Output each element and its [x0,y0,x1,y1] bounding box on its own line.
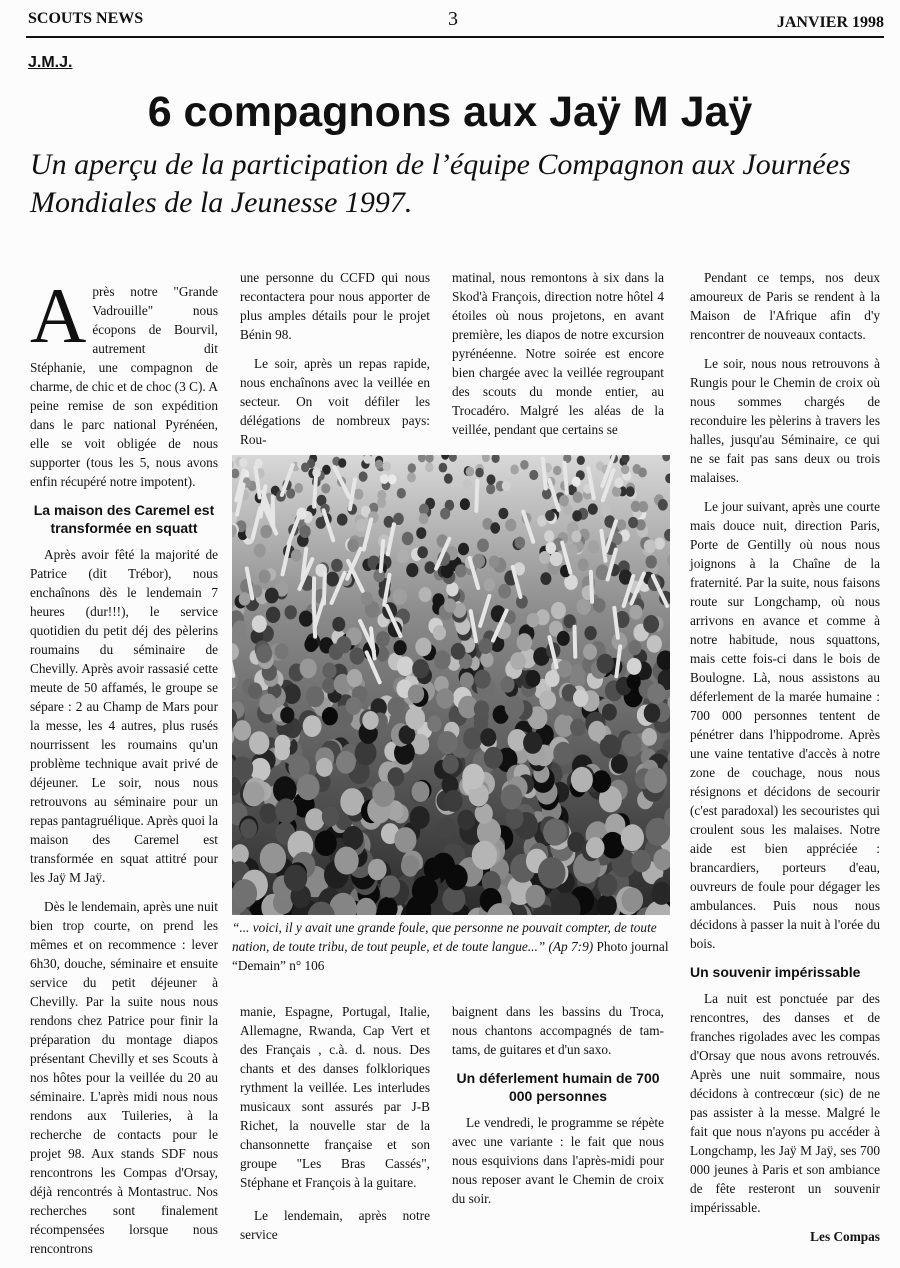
crowd-head [621,465,629,475]
raised-arm [591,572,592,602]
crowd-head [240,819,257,838]
crowd-head [644,767,667,793]
crowd-head [355,740,377,765]
crowd-head [486,484,495,495]
crowd-head [405,707,425,730]
crowd-head [510,465,519,475]
crowd-head [397,549,409,563]
crowd-head [559,495,569,507]
crowd-head [346,697,362,715]
crowd-head [601,832,624,859]
crowd-head [597,654,614,674]
crowd-head [297,774,320,800]
paragraph: Le soir, nous nous retrouvons à Rungis pour le Chemin de croix où nous sommes chargés de reconduire les pèlerins à travers les halles, jusqu'au Séminaire, ce qui ne se fait pas sans deux ou trois malaises. [690,354,880,487]
crowd-head [586,837,605,858]
crowd-head [455,564,467,577]
crowd-head [259,570,271,584]
crowd-head [380,474,389,484]
crowd-head [322,707,338,725]
crowd-head [444,790,463,812]
drop-cap: A [30,282,92,346]
crowd-head [442,886,465,912]
crowd-head [427,715,441,732]
paragraph: Pendant ce temps, nos deux amoureux de Paris se rendent à la Maison de l'Afrique afin d'y rencontrer de nouveaux contacts. [690,268,880,344]
raised-arm [314,607,315,637]
crowd-head [644,539,656,553]
intro-paragraph [30,282,218,491]
photo-caption [232,918,670,975]
crowd-head [500,676,514,692]
crowd-head [361,592,373,606]
column-2-bottom [240,1002,430,1254]
crowd-head [252,615,267,632]
crowd-head [480,652,493,667]
crowd-head [658,499,668,511]
signature: Les Compas [690,1227,880,1246]
crowd-head [337,514,348,526]
crowd-head [356,519,367,532]
crowd-head [523,732,542,754]
paragraph: Après avoir fêté la majorité de Patrice (dit Trébor), nous enchaînons dès le lendemain 7 heures (dur!!!), le service quotidien du petit déj des pèlerins roumains du séminaire de Chevilly. Après avoir rassasié cette meute de 50 affamés, le groupe se sépare : 2 au Champ de Mars pour la messe, les 4 autres, plus rusés nourrissent les roumains qu'un problème technique avait privé de déjeuner. Le soir, nous nous retrouvons au séminaire pour un repas pantagruélique. Après quoi la maison des Caremel est transformée en squat attitré pour les Jaÿ M Jaÿ. [30,545,218,887]
crowd-head [248,683,262,699]
raised-arm [575,627,576,657]
paragraph: Le jour suivant, après une courte mais douce nuit, direction Paris, Porte de Gentilly où nous nous joignons à la Chaîne de la fraternité. Par la suite, nous faisons route sur Longchamp, où nous arrivons en avance et comme à notre habitude, nous squattons, mais cette fois-ci dans le bois de Boulogne. Là, nous assistons au déferlement de la marée humaine : 700 000 personnes tentent de pénétrer dans l'hippodrome. Après une vaine tentative d'accès à notre zone de couchage, nous nous résignons et décidons de secourir (c'est paradoxal) les secouristes qui croulent sous les malaises. Notre aide est bien appréciée : brancardiers, porteurs d'eau, ouvreurs de foule pour dégager les ambulances. Puis nous nous décidons à passer la nuit à l'orée du bois. [690,497,880,953]
crowd-head [347,669,363,687]
crowd-head [487,474,496,484]
crowd-head [275,643,289,659]
crowd-head [544,530,554,542]
crowd-head [451,643,466,660]
crowd-head [442,755,459,774]
crowd-head [291,549,302,561]
crowd-head [570,719,585,737]
crowd-head [434,650,451,669]
crowd-head [446,582,458,596]
crowd-head [506,809,524,829]
crowd-head [484,747,503,769]
crowd-head [233,756,254,780]
publication-name: SCOUTS NEWS [28,10,143,28]
crowd-head [475,468,483,478]
crowd-head [490,522,500,533]
crowd-head [412,659,429,678]
crowd-head [412,781,430,802]
crowd-head [460,498,470,510]
crowd-head [553,742,573,765]
raised-arm [381,541,383,571]
crowd-head [515,537,526,549]
article-title: 6 compagnons aux Jaÿ M Jaÿ [0,86,900,138]
crowd-head [543,819,567,846]
crowd-head [256,644,272,663]
crowd-head [394,827,416,853]
crowd-head [460,672,474,688]
crowd-head [457,810,475,830]
crowd-head [472,554,485,569]
crowd-head [646,555,657,568]
crowd-head [577,598,591,615]
intro-text: près notre "Grande Vadrouille" nous écopons de Bourvil, autrement dit Stéphanie, une compagnon de charme, de chic et de choc (3 C). A peine remise de son expédition dans le parc national Pyrénéen, elle se voit obligée de nous supporter (tous les 5, nous avons enfin récupéré notre impotent). [30,284,218,489]
crowd-head [233,628,246,643]
crowd-head [628,517,638,528]
crowd-head [571,531,581,543]
crowd-head [381,875,401,898]
crowd-head [425,561,436,574]
crowd-head [321,483,330,493]
crowd-head [260,525,272,538]
raised-arm [314,477,316,507]
crowd-head [372,781,395,807]
crowd-head [375,460,383,469]
crowd-head [407,472,416,482]
crowd-head [250,758,270,781]
paragraph: manie, Espagne, Portugal, Italie, Allemagne, Rwanda, Cap Vert et des Français , c.à. d. nous. Des chants et des danses folkloriques rythment la veillée. Les interludes musicaux sont assurés par J-B Richet, la nouvelle star de la chansonnette française et son groupe "Les Bras Cassés", Stéphane et François à la guitare. [240,1002,430,1192]
crowd-head [588,721,606,742]
crowd-photo [232,455,670,915]
crowd-head [406,563,418,577]
crowd-head [260,803,278,823]
crowd-head [480,728,496,746]
section-label: J.M.J. [28,54,72,72]
crowd-head [303,715,322,737]
crowd-head [283,684,301,704]
crowd-head [394,640,407,655]
crowd-head [584,626,596,640]
raised-arm [565,463,567,493]
header-rule [26,36,884,38]
crowd-head [632,850,652,873]
crowd-head [474,700,489,718]
crowd-head [525,885,545,908]
crowd-head [501,784,523,809]
crowd-head [338,458,346,467]
crowd-head [588,540,600,554]
crowd-head [239,458,247,468]
crowd-head [322,806,339,826]
crowd-head [254,544,266,558]
crowd-head [444,598,456,612]
crowd-head [557,631,570,646]
crowd-head [484,578,495,591]
crowd-head [647,683,666,704]
crowd-head [626,486,635,496]
crowd-head [412,876,438,906]
column-3-bottom [452,1002,664,1218]
crowd-head [340,788,364,816]
crowd-head [343,826,364,850]
crowd-head [410,806,430,829]
crowd-head [477,539,489,553]
crowd-head [557,660,572,678]
crowd-head [336,751,356,774]
crowd-head [306,686,324,707]
crowd-head [588,503,598,514]
crowd-head [510,652,526,670]
crowd-head [397,488,406,499]
column-3-top [452,268,664,449]
crowd-head [629,605,642,620]
crowd-head [466,467,475,477]
caption-quote: “... voici, il y avait une grande foule, que personne ne pouvait compter, de toute nation, de toute tribu, de tout peuple, et de toute langue...” (Ap 7:9) [232,920,657,954]
crowd-head [458,543,469,556]
issue-date: JANVIER 1998 [777,14,884,32]
crowd-head [550,552,563,567]
crowd-head [416,527,426,539]
crowd-head [265,588,279,604]
section-heading-souvenir: Un souvenir impérissable [690,963,880,981]
crowd-head [347,539,358,552]
crowd-head [444,474,453,484]
crowd-head [462,764,484,790]
crowd-head [299,525,310,538]
paragraph: Le soir, après un repas rapide, nous enchaînons avec la veillée en secteur. On voit défiler les délégations de nombreux pays: Rou- [240,354,430,449]
crowd-head [571,767,593,792]
crowd-head [593,598,606,613]
crowd-head [350,648,365,665]
crowd-head [301,463,309,473]
crowd-head [525,670,540,687]
crowd-head [647,635,662,653]
crowd-head [622,733,642,756]
crowd-head [572,477,581,487]
crowd-head [243,782,264,807]
crowd-head [393,589,407,605]
crowd-head [551,602,566,619]
crowd-head [578,559,589,572]
crowd-head [274,743,290,761]
crowd-head [415,638,431,657]
crowd-head [592,770,612,792]
crowd-head [438,817,456,837]
paragraph: Dès le lendemain, après une nuit bien trop courte, on prend les mêmes et on recommence : lever 6h30, douche, séminaire et ensuite service du petit déjeuner à Chevilly. Par la suite nous nous rendons chez Patrice pour finir la préparation du montage diapos présentant Chevilly et ses Scouts à nos hôtes pour la veillée du 20 au séminaire. L'après midi nous nous rendons aux Tuileries, à la recherche de contacts pour le projet 98. Aux stands SDF nous rencontrons les Compas d'Orsay, déjà rencontrés à Montastruc. Nos recherches sont finalement récompensées lorsque nous rencontrons [30,897,218,1258]
photo-credit: Photo journal “Demain” n° 106 [232,939,669,973]
crowd-head [489,556,500,568]
crowd-head [498,584,511,599]
crowd-head [638,468,647,478]
crowd-head [577,456,585,465]
crowd-head [417,546,428,558]
crowd-head [621,824,644,851]
crowd-head [539,551,550,564]
section-heading-caremel: La maison des Caremel est transformée en squatt [30,501,218,537]
crowd-head [239,592,251,606]
crowd-head [622,888,644,913]
crowd-head [284,865,307,892]
crowd-head [436,688,454,708]
crowd-head [553,466,561,476]
crowd-head [305,808,324,830]
crowd-head [433,625,446,640]
article-subtitle: Un aperçu de la participation de l’équipe Compagnon aux Journées Mondiales de la Jeunesse 1997. [30,146,890,222]
crowd-head [614,477,623,488]
crowd-head [498,508,508,519]
crowd-head [249,731,269,754]
crowd-head [573,492,583,503]
crowd-head [643,615,659,633]
crowd-head [425,463,433,473]
crowd-head [368,859,387,881]
crowd-head [332,617,345,632]
crowd-head [362,711,378,730]
column-1 [30,282,218,1268]
crowd-head [644,704,661,723]
crowd-head [654,537,665,549]
crowd-head [545,510,555,521]
crowd-head [232,879,257,908]
crowd-head [326,572,339,587]
paragraph: La nuit est ponctuée par des rencontres, des danses et de franches rigolades avec les compas d'Orsay que nous avons retrouvés. Après une nuit sommaire, nous décidons à contrecœur (sic) de ne pas assister à la messe. Malgré le fait que nous n'ayons pu accéder à Longchamp, les Jaÿ M Jaÿ, ses 700 000 jeunes à Paris et son ambiance de fête resteront un souvenir impérissable. [690,989,880,1217]
crowd-head [440,508,450,520]
crowd-head [424,858,444,881]
crowd-head [573,689,588,707]
crowd-head [538,857,566,889]
crowd-head [445,865,467,891]
crowd-head [322,678,336,694]
crowd-head [631,501,641,512]
crowd-head [322,663,336,679]
crowd-head [388,474,397,484]
crowd-head [505,696,525,719]
crowd-head [285,605,297,619]
crowd-head [376,631,390,647]
crowd-head [331,559,343,572]
paragraph: matinal, nous remontons à six dans la Skod'à François, direction notre hôtel 4 étoiles où nous projetons, en avant première, les diapos de notre excursion pyrénéenne. Notre soirée est encore bien chargée avec la veillée regroupant des scouts du monde entier, au Trocadéro. Malgré les aléas de la veillée, pendant que certains se [452,268,664,439]
page-number: 3 [448,8,458,31]
crowd-head [408,685,424,704]
crowd-head [315,831,337,857]
crowd-head [266,607,280,623]
crowd-head [527,613,540,627]
crowd-head [300,658,317,678]
crowd-head [583,644,597,660]
crowd-head [439,463,448,473]
paragraph: une personne du CCFD qui nous recontactera pour nous apporter de plus amples détails pour le projet Bénin 98. [240,268,430,344]
crowd-head [529,470,538,480]
crowd-head [627,658,642,675]
crowd-head [566,544,577,557]
crowd-head [387,697,405,717]
crowd-head [397,656,414,676]
paragraph: Le lendemain, après notre service [240,1206,430,1244]
paragraph: baignent dans les bassins du Troca, nous chantons accompagnés de tam-tams, de guitares et d'un saxo. [452,1002,664,1059]
crowd-head [377,497,386,508]
crowd-head [602,704,617,721]
crowd-head [304,637,317,652]
crowd-head [520,460,528,470]
crowd-head [479,638,493,654]
crowd-head [419,587,432,602]
crowd-head [275,798,297,823]
crowd-head [408,463,416,473]
section-heading-deferlement: Un déferlement humain de 700 000 personnes [452,1069,664,1105]
crowd-head [502,481,511,491]
crowd-head [437,731,457,754]
crowd-head [628,640,641,655]
crowd-head [260,843,286,873]
raised-arm [476,481,477,511]
crowd-head [334,847,358,875]
crowd-head [572,510,582,521]
crowd-head [259,694,277,715]
crowd-head [336,636,351,653]
crowd-head [299,611,313,627]
crowd-head [517,633,533,651]
crowd-head [474,670,491,689]
crowd-image [232,455,670,915]
crowd-head [382,462,391,472]
column-4 [690,268,880,1246]
crowd-head [472,841,497,870]
crowd-head [642,728,657,746]
crowd-head [598,874,618,897]
crowd-head [359,471,368,481]
crowd-head [354,489,364,500]
crowd-head [539,690,556,709]
crowd-head [601,505,611,517]
crowd-head [294,483,303,493]
crowd-head [505,519,516,532]
crowd-head [402,532,414,545]
crowd-head [627,673,641,689]
crowd-head [463,728,482,750]
column-2-top [240,268,430,459]
crowd-head [540,572,551,585]
paragraph: Le vendredi, le programme se répète avec une variante : le fait que nous nous esquivions dans l'après-midi pour nous reposer avant le Chemin de croix du soir. [452,1113,664,1208]
crowd-head [419,513,429,524]
crowd-head [463,479,472,490]
crowd-head [316,758,333,777]
crowd-head [280,707,294,723]
